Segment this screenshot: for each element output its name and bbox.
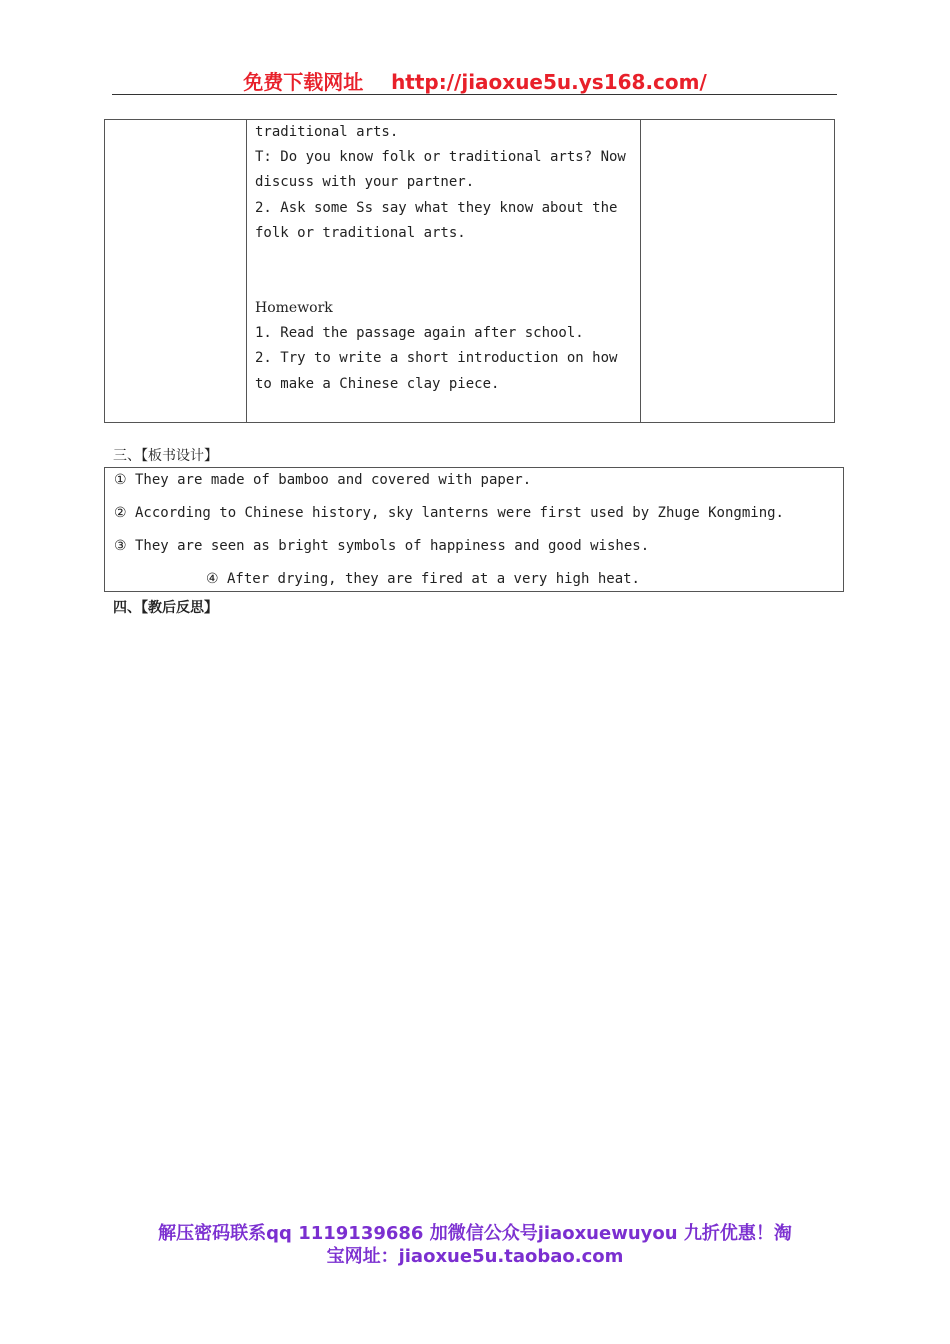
- site-label: 免费下载网址: [243, 70, 364, 94]
- procedure-line: 2. Ask some Ss say what they know about the folk or traditional arts.: [255, 199, 618, 241]
- homework-title: Homework: [255, 300, 333, 317]
- reflection-heading: 四、【教后反思】: [113, 600, 218, 616]
- header-divider: [112, 94, 837, 95]
- site-url-link[interactable]: http://jiaoxue5u.ys168.com/: [391, 70, 707, 94]
- left-cell: [105, 120, 247, 423]
- homework-item: 1. Read the passage again after school.: [255, 325, 584, 342]
- footer-line-1: 解压密码联系qq 1119139686 加微信公众号jiaoxuewuyou 九折优惠！淘: [158, 1223, 792, 1244]
- right-cell: [641, 120, 835, 423]
- procedure-line: T: Do you know folk or traditional arts? Now discuss with your partner.: [255, 149, 626, 191]
- lesson-table: [104, 119, 835, 423]
- board-item: ③ They are seen as bright symbols of happiness and good wishes.: [114, 538, 650, 554]
- footer-line-2: 宝网址：jiaoxue5u.taobao.com: [326, 1246, 624, 1267]
- board-item: ② According to Chinese history, sky lanterns were first used by Zhuge Kongming.: [114, 505, 784, 521]
- homework-item: 2. Try to write a short introduction on how to make a Chinese clay piece.: [255, 350, 618, 392]
- header-title: [0, 66, 950, 95]
- board-item: ① They are made of bamboo and covered with paper.: [114, 472, 532, 488]
- board-design-heading: 三、【板书设计】: [113, 448, 218, 464]
- table-row: [105, 120, 835, 423]
- board-design-box: [104, 467, 844, 592]
- procedure-line: traditional arts.: [255, 124, 399, 140]
- procedure-cell: [247, 120, 641, 423]
- board-item: ④ After drying, they are fired at a very high heat.: [206, 571, 640, 587]
